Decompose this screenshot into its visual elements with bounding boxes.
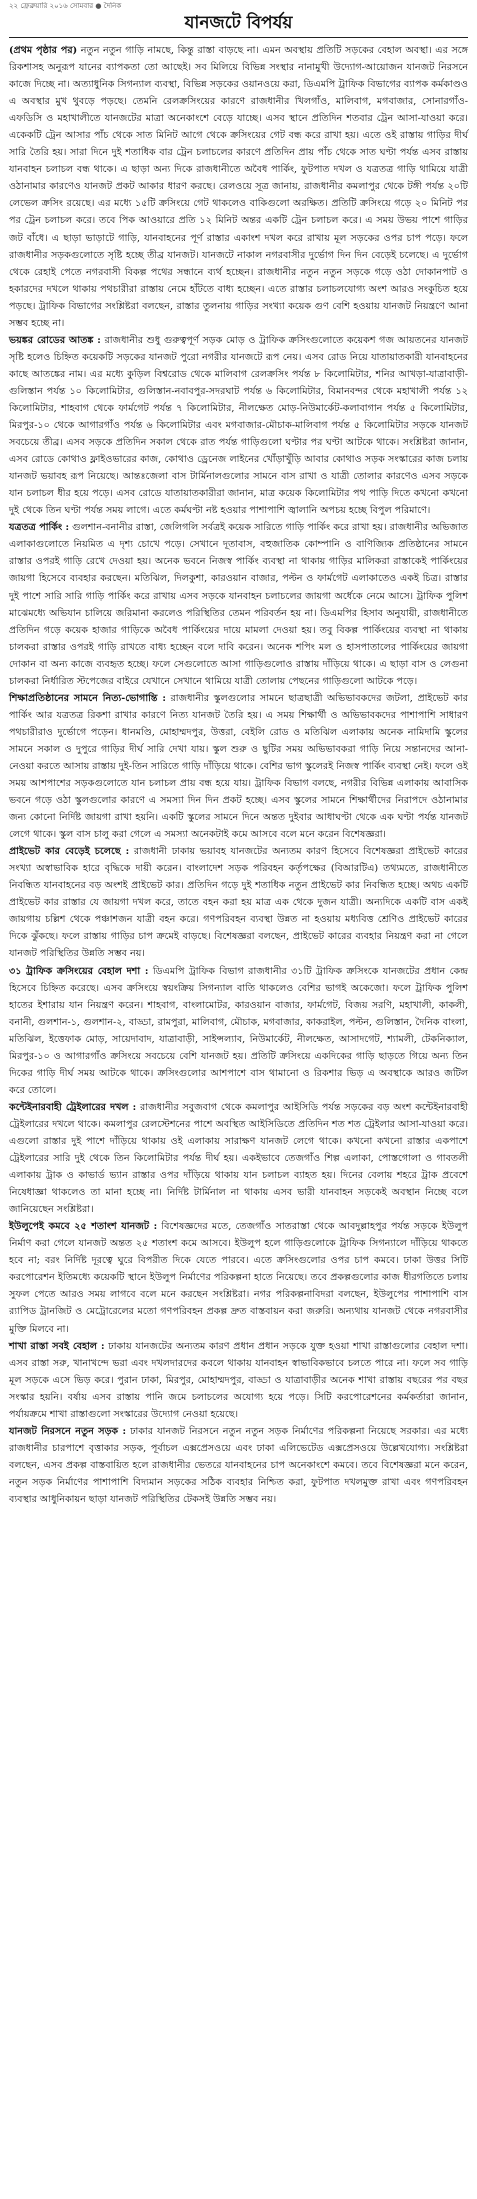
- subheading: ভয়ঙ্কর রোডের আতঙ্ক :: [9, 334, 101, 346]
- subheading: শাখা রাস্তা সবই বেহাল :: [9, 1340, 105, 1352]
- paragraph-text: রাজধানীর স্কুলগুলোর সামনে ছাত্রছাত্রী অভিভাবকদের জটলা, প্রাইভেট কার পার্কিং আর যত্রতত্র রিকশা রাখার কারণে নিত্য যানজট তৈরি হয়। এ সময় শিক্ষার্থী ও অভিভাবকদের পাশাপাশি সাধারণ পথচারীরাও দুর্ভোগে পড়েন। ধানমণ্ডি, মোহাম্মদপুর, উত্তরা, বেইলি রোড ও মতিঝিল এলাকায় অনেক নামিদামি স্কুলের সামনে সকাল ও দুপুরে গাড়ির দীর্ঘ সারি দেখা যায়। স্কুল শুরু ও ছুটির সময় অভিভাবকরা গাড়ি নিয়ে সন্তানদের আনা-নেওয়া করতে আসায় রাস্তায় দুই-তিন সারিতে গাড়ি দাঁড়িয়ে থাকে। বেশির ভাগ স্কুলেরই নিজস্ব পার্কিং ব্যবস্থা নেই। ফলে ওই সময় আশপাশের সড়কগুলোতে যান চলাচল প্রায় বন্ধ হয়ে যায়। ট্রাফিক বিভাগ বলছে, নগরীর বিভিন্ন এলাকায় আবাসিক ভবনে গড়ে ওঠা স্কুলগুলোর কারণে এ সমস্যা দিন দিন প্রকট হচ্ছে। এসব স্কুলের সামনে শিক্ষার্থীদের নিরাপদে ওঠানামার জন্য কোনো নির্দিষ্ট জায়গা রাখা হয়নি। একটি স্কুলের সামনে দিনে অন্তত দুইবার আধাঘণ্টা থেকে এক ঘণ্টা পর্যন্ত যানজট লেগে থাকে। স্কুল বাস চালু করা গেলে এ সমস্যা অনেকটাই কমে আসবে বলে মনে করেন বিশেষজ্ঞরা।: [9, 692, 468, 841]
- paragraph: [9, 1099, 468, 1218]
- paragraph-text: রাজধানী ঢাকায় ভয়াবহ যানজটের অন্যতম কারণ হিসেবে বিশেষজ্ঞরা প্রাইভেট কারের সংখ্যা অস্বাভাবিক হারে বৃদ্ধিকে দায়ী করেন। বাংলাদেশ সড়ক পরিবহন কর্তৃপক্ষের (বিআরটিএ) তথ্যমতে, রাজধানীতে নিবন্ধিত যানবাহনের বড় অংশই প্রাইভেট কার। প্রতিদিন গড়ে দুই শতাধিক নতুন প্রাইভেট কার নিবন্ধিত হচ্ছে। অথচ একটি প্রাইভেট কার রাস্তার যে জায়গা দখল করে, তাতে বহন করা হয় মাত্র এক থেকে দুজন যাত্রী। অন্যদিকে একটি বাস একই জায়গায় চল্লিশ থেকে পঞ্চাশজন যাত্রী বহন করে। গণপরিবহন ব্যবস্থা উন্নত না হওয়ায় মধ্যবিত্ত শ্রেণিও প্রাইভেট কারের দিকে ঝুঁকছে। ফলে রাস্তায় গাড়ির চাপ ক্রমেই বাড়ছে। বিশেষজ্ঞরা বলছেন, প্রাইভেট কারের ব্যবহার নিয়ন্ত্রণ করা না গেলে যানজট পরিস্থিতির উন্নতি সম্ভব নয়।: [9, 846, 468, 960]
- subheading: প্রাইভেট কার বেড়েই চলেছে :: [9, 846, 130, 858]
- subheading: শিক্ষাপ্রতিষ্ঠানের সামনে নিত্য-ভোগান্তি :: [9, 692, 166, 704]
- paragraph: [9, 42, 468, 332]
- paragraph-text: ঢাকার যানজট নিরসনে নতুন নতুন সড়ক নির্মাণের পরিকল্পনা নিয়েছে সরকার। এর মধ্যে রাজধানীর চারপাশে বৃত্তাকার সড়ক, পূর্বাচল এক্সপ্রেসওয়ে এবং ঢাকা এলিভেটেড এক্সপ্রেসওয়ে উল্লেখযোগ্য। সংশ্লিষ্টরা বলছেন, এসব প্রকল্প বাস্তবায়িত হলে রাজধানীর ভেতরে যানবাহনের চাপ অনেকাংশে কমবে। তবে বিশেষজ্ঞরা মনে করেন, নতুন সড়ক নির্মাণের পাশাপাশি বিদ্যমান সড়কের সঠিক ব্যবহার নিশ্চিত করা, ফুটপাত দখলমুক্ত রাখা এবং গণপরিবহন ব্যবস্থার আধুনিকায়ন ছাড়া যানজট পরিস্থিতির টেকসই উন্নতি সম্ভব নয়।: [9, 1425, 468, 1505]
- subheading: ইউলুপেই কমবে ২৫ শতাংশ যানজট :: [9, 1221, 158, 1233]
- paragraph-lead: (প্রথম পৃষ্ঠার পর): [9, 45, 78, 56]
- paragraph-text: গুলশান-বনানীর রাস্তা, জেলিগলি সর্বত্রই কয়েক সারিতে গাড়ি পার্কিং করে রাখা হয়। রাজধানীর অভিজাত এলাকাগুলোতে নিয়মিত এ দৃশ্য চোখে পড়ে। সেখানে দূতাবাস, বহুজাতিক কোম্পানি ও বাণিজ্যিক প্রতিষ্ঠানের সামনে রাস্তার ওপরই গাড়ি রেখে দেওয়া হয়। অনেক ভবনে নিজস্ব পার্কিং ব্যবস্থা না থাকায় গাড়ির মালিকরা রাস্তাকেই পার্কিংয়ের জায়গা হিসেবে ব্যবহার করছেন। মতিঝিল, দিলকুশা, কারওয়ান বাজার, পল্টন ও ফার্মগেট এলাকাতেও একই চিত্র। রাস্তার দুই পাশে সারি সারি গাড়ি পার্কিং করে রাখায় এসব সড়কে যানবাহন চলাচলের জায়গা অর্ধেকে নেমে আসে। ট্রাফিক পুলিশ মাঝেমধ্যে অভিযান চালিয়ে জরিমানা করলেও পরিস্থিতির তেমন পরিবর্তন হয় না। ডিএমপির হিসাব অনুযায়ী, রাজধানীতে প্রতিদিন গড়ে কয়েক হাজার গাড়িকে অবৈধ পার্কিংয়ের দায়ে মামলা দেওয়া হয়। তবু বিকল্প পার্কিংয়ের ব্যবস্থা না থাকায় চালকরা রাস্তার ওপরই গাড়ি রাখতে বাধ্য হচ্ছেন বলে দাবি করেন। অনেক শপিং মল ও হাসপাতালের পার্কিংয়ের জায়গা দোকান বা অন্য কাজে ব্যবহৃত হচ্ছে। ফলে সেগুলোতে আসা গাড়িগুলোও রাস্তায় দাঁড়িয়ে থাকে। এ ছাড়া বাস ও লেগুনা চালকরা নির্ধারিত স্টপেজের বাইরে যেখানে সেখানে থামিয়ে যাত্রী তোলায় পেছনের গাড়িগুলো আটকে পড়ে।: [9, 522, 468, 687]
- paragraph: [9, 1338, 468, 1423]
- subheading: কন্টেইনারবাহী ট্রেইলারের দখল :: [9, 1101, 137, 1113]
- subheading: যানজট নিরসনে নতুন সড়ক :: [9, 1425, 127, 1437]
- paragraph-text: ঢাকায় যানজটের অন্যতম কারণ প্রধান প্রধান সড়কে যুক্ত হওয়া শাখা রাস্তাগুলোর বেহাল দশা। এসব রাস্তা সরু, খানাখন্দে ভরা এবং দখলদারদের কবলে থাকায় যানবাহন স্বাভাবিকভাবে চলতে পারে না। ফলে সব গাড়ি মূল সড়কে এসে ভিড় করে। পুরান ঢাকা, মিরপুর, মোহাম্মদপুর, বাড্ডা ও যাত্রাবাড়ীর অনেক শাখা রাস্তায় বছরের পর বছর সংস্কার হয়নি। বর্ষায় এসব রাস্তায় পানি জমে চলাচলের অযোগ্য হয়ে পড়ে। সিটি করপোরেশনের কর্মকর্তারা জানান, পর্যায়ক্রমে শাখা রাস্তাগুলো সংস্কারের উদ্যোগ নেওয়া হয়েছে।: [9, 1340, 468, 1420]
- paragraph: [9, 963, 468, 1099]
- page-header-strip: ২২ ফ্রেব্রুয়ারি ২০১৬ সোমবার ● দৈনিক: [9, 2, 122, 10]
- paragraph: [9, 843, 468, 962]
- subheading: ৩১ ট্রাফিক ক্রসিংয়ের বেহাল দশা :: [9, 965, 149, 977]
- subheading: যত্রতত্র পার্কিং :: [9, 522, 70, 534]
- paragraph-text: রাজধানীর সবুজবাগ থেকে কমলাপুর আইসিডি পর্যন্ত সড়কের বড় অংশ কন্টেইনারবাহী ট্রেইলারের দখলে থাকে। কমলাপুর রেলস্টেশনের পাশে অবস্থিত আইসিডিতে প্রতিদিন শত শত ট্রেইলার আসা-যাওয়া করে। এগুলো রাস্তার দুই পাশে দাঁড়িয়ে থাকায় ওই এলাকায় সারাক্ষণ যানজট লেগে থাকে। কখনো কখনো রাস্তার একপাশে ট্রেইলারের সারি দুই থেকে তিন কিলোমিটার পর্যন্ত দীর্ঘ হয়। একইভাবে তেজগাঁও শিল্প এলাকা, পোস্তগোলা ও গাবতলী এলাকায় ট্রাক ও কাভার্ড ভ্যান রাস্তার ওপর দাঁড়িয়ে থাকায় যান চলাচল ব্যাহত হয়। দিনের বেলায় শহরে ট্রাক প্রবেশে নিষেধাজ্ঞা থাকলেও তা মানা হচ্ছে না। নির্দিষ্ট টার্মিনাল না থাকায় এসব ভারী যানবাহন সড়কেই অবস্থান নিচ্ছে বলে জানিয়েছেন সংশ্লিষ্টরা।: [9, 1101, 468, 1216]
- article-headline: যানজটে বিপর্যয়: [9, 12, 468, 38]
- article-body: [9, 42, 468, 1508]
- paragraph: [9, 332, 468, 520]
- paragraph: [9, 519, 468, 689]
- paragraph-text: বিশেষজ্ঞদের মতে, তেজগাঁও সাতরাস্তা থেকে আবদুল্লাহপুর পর্যন্ত সড়কে ইউলুপ নির্মাণ করা গেলে যানজট অন্তত ২৫ শতাংশ কমে আসবে। ইউলুপ হলে গাড়িগুলোকে ট্রাফিক সিগন্যালে দাঁড়িয়ে থাকতে হবে না; বরং নির্দিষ্ট দূরত্বে ঘুরে বিপরীত দিকে যেতে পারবে। এতে ক্রসিংগুলোর ওপর চাপ কমবে। ঢাকা উত্তর সিটি করপোরেশন ইতিমধ্যে কয়েকটি স্থানে ইউলুপ নির্মাণের পরিকল্পনা হাতে নিয়েছে। তবে প্রকল্পগুলোর কাজ ধীরগতিতে চলায় সুফল পেতে আরও সময় লাগবে বলে মনে করছেন সংশ্লিষ্টরা। নগর পরিকল্পনাবিদরা বলছেন, ইউলুপের পাশাপাশি বাস র‌্যাপিড ট্রানজিট ও মেট্রোরেলের মতো গণপরিবহন প্রকল্প দ্রুত বাস্তবায়ন করা জরুরি। অন্যথায় যানজট থেকে নগরবাসীর মুক্তি মিলবে না।: [9, 1221, 468, 1335]
- paragraph: [9, 1423, 468, 1508]
- paragraph-text: নতুন নতুন গাড়ি নামছে, কিন্তু রাস্তা বাড়ছে না। এমন অবস্থায় প্রতিটি সড়কের বেহাল অবস্থা। এর সঙ্গে রিকশাসহ অনুরূপ যানের ব্যাপকতা তো আছেই। সব মিলিয়ে বিভিন্ন সংস্থার নানামুখী উদ্যোগ-আয়োজন যানজট নিরসনে কাজে দিচ্ছে না। অত্যাধুনিক সিগন্যাল ব্যবস্থা, বিভিন্ন সড়কের ওয়ানওয়ে করা, ডিএমপি ট্রাফিক বিভাগের ব্যাপক কর্মকাণ্ডও এ অবস্থার মুখ থুবড়ে পড়ছে। তেমনি রেলক্রসিংয়ের কারণে রাজধানীর খিলগাঁও, মালিবাগ, মগবাজার, সোনারগাঁও-এফডিসি ও মহাখালীতে যানজটের মাত্রা অনেকাংশে বেড়ে যাচ্ছে। এসব স্থানে প্রতিদিন শতবার ট্রেন আসা-যাওয়া করে। একেকটি ট্রেন আসার পাঁচ থেকে সাত মিনিট আগে থেকে ক্রসিংয়ের গেট বন্ধ করে রাখা হয়। এতে ওই রাস্তায় গাড়ির দীর্ঘ সারি তৈরি হয়। সারা দিনে দুই শতাধিক বার ট্রেন চলাচলের কারণে প্রতিদিন প্রায় পাঁচ থেকে সাত ঘণ্টা পর্যন্ত এসব রাস্তায় যানবাহন চলাচল বন্ধ থাকে। এ ছাড়া অন্য দিকে রাজধানীতে অবৈধ পার্কিং, ফুটপাত দখল ও যত্রতত্র গাড়ি থামিয়ে যাত্রী ওঠানামার কারণেও যানজট প্রকট আকার ধারণ করছে। রেলওয়ে সূত্র জানায়, রাজধানীর কমলাপুর থেকে টঙ্গী পর্যন্ত ২০টি লেভেল ক্রসিং রয়েছে। এর মধ্যে ১৫টি ক্রসিংয়ে গেট থাকলেও বাকিগুলো অরক্ষিত। প্রতিটি ক্রসিংয়ে গড়ে ২০ মিনিট পর পর ট্রেন চলাচল করে। তবে পিক আওয়ারে প্রতি ১২ মিনিট অন্তর একটি ট্রেন চলাচল করে। এ সময় উভয় পাশে গাড়ির জট বাঁধে। এ ছাড়া ভাড়াটে গাড়ি, যানবাহনের পূর্ণ রাস্তার একাংশ দখল করে রাখায় মূল সড়কের ওপর চাপ পড়ে। ফলে রাজধানীর সড়কগুলোতে সৃষ্টি হচ্ছে তীব্র যানজট। যানজটে নাকাল নগরবাসীর দুর্ভোগ দিন দিন বেড়েই চলেছে। এ দুর্ভোগ থেকে রেহাই পেতে নগরবাসী বিকল্প পথের সন্ধানে ব্যর্থ হচ্ছেন। রাজধানীর নতুন নতুন সড়কে গড়ে ওঠা দোকানপাট ও হকারদের দখলে থাকায় পথচারীরা রাস্তায় নেমে হাঁটতে বাধ্য হচ্ছেন। এতে রাস্তার চলাচলযোগ্য অংশ আরও সংকুচিত হয়ে পড়ছে। ট্রাফিক বিভাগের সংশ্লিষ্টরা বলছেন, রাস্তার তুলনায় গাড়ির সংখ্যা কয়েক গুণ বেশি হওয়ায় যানজট নিয়ন্ত্রণে আনা সম্ভব হচ্ছে না।: [9, 45, 469, 329]
- paragraph: [9, 1218, 468, 1337]
- paragraph-text: রাজধানীর শুধু গুরুত্বপূর্ণ সড়ক মোড় ও ট্রাফিক ক্রসিংগুলোতে কয়েকশ গজ আয়তনের যানজট সৃষ্টি হলেও চিহ্নিত কয়েকটি সড়কের যানজট পুরো নগরীর যানজটে রূপ নেয়। এসব রোড নিয়ে যাতায়াতকারী যানবাহনের কাছে আতঙ্কের নাম। এর মধ্যে কুড়িল বিশ্বরোড থেকে মালিবাগ রেলক্রসিং পর্যন্ত ৮ কিলোমিটার, শনির আখড়া-যাত্রাবাড়ী-গুলিস্তান পর্যন্ত ১০ কিলোমিটার, গুলিস্তান-নবাবপুর-সদরঘাট পর্যন্ত ৬ কিলোমিটার, বিমানবন্দর থেকে মহাখালী পর্যন্ত ১২ কিলোমিটার, শাহবাগ থেকে ফার্মগেট পর্যন্ত ৭ কিলোমিটার, নীলক্ষেত মোড়-নিউমার্কেট-কলাবাগান পর্যন্ত ৫ কিলোমিটার, মিরপুর-১০ থেকে আগারগাঁও পর্যন্ত ৬ কিলোমিটার এবং মগবাজার-মৌচাক-মালিবাগ পর্যন্ত ৫ কিলোমিটার সড়কে যানজট সবচেয়ে তীব্র। এসব সড়কে প্রতিদিন সকাল থেকে রাত পর্যন্ত গাড়িগুলো ঘণ্টার পর ঘণ্টা আটকে থাকে। সংশ্লিষ্টরা জানান, এসব রোডে কোথাও ফ্লাইওভারের কাজ, কোথাও ড্রেনেজ লাইনের খোঁড়াখুঁড়ি আবার কোথাও সড়ক সংস্কারের কাজ চলায় যানজট ভয়াবহ রূপ নিয়েছে। আন্তঃজেলা বাস টার্মিনালগুলোর সামনে বাস রাখা ও যাত্রী তোলার কারণেও এসব সড়কে যান চলাচল ধীর হয়ে পড়ে। এসব রোডে যাতায়াতকারীরা জানান, মাত্র কয়েক কিলোমিটার পথ পাড়ি দিতে কখনো কখনো দুই থেকে তিন ঘণ্টা পর্যন্ত সময় লাগে। এতে কর্মঘণ্টা নষ্ট হওয়ার পাশাপাশি জ্বালানি অপচয় হচ্ছে বিপুল পরিমাণে।: [9, 334, 468, 517]
- paragraph: [9, 690, 468, 843]
- paragraph-text: ডিএমপি ট্রাফিক বিভাগ রাজধানীর ৩১টি ট্রাফিক ক্রসিংকে যানজটের প্রধান কেন্দ্র হিসেবে চিহ্নিত করেছে। এসব ক্রসিংয়ে স্বয়ংক্রিয় সিগন্যাল বাতি থাকলেও বেশির ভাগই অকেজো। ফলে ট্রাফিক পুলিশ হাতের ইশারায় যান নিয়ন্ত্রণ করেন। শাহবাগ, বাংলামোটর, কারওয়ান বাজার, ফার্মগেট, বিজয় সরণি, মহাখালী, কাকলী, বনানী, গুলশান-১, গুলশান-২, বাড্ডা, রামপুরা, মালিবাগ, মৌচাক, মগবাজার, কাকরাইল, পল্টন, গুলিস্তান, দৈনিক বাংলা, মতিঝিল, ইত্তেফাক মোড়, সায়েদাবাদ, যাত্রাবাড়ী, সাইন্সল্যাব, নিউমার্কেট, নীলক্ষেত, আসাদগেট, শ্যামলী, টেকনিক্যাল, মিরপুর-১০ ও আগারগাঁও ক্রসিংয়ে সবচেয়ে বেশি যানজট হয়। প্রতিটি ক্রসিংয়ে একদিকের গাড়ি ছাড়তে গিয়ে অন্য তিন দিকের গাড়ি দীর্ঘ সময় আটকে থাকে। ক্রসিংগুলোর আশপাশে বাস থামানো ও রিকশার ভিড় এ অবস্থাকে আরও জটিল করে তোলে।: [9, 965, 468, 1096]
